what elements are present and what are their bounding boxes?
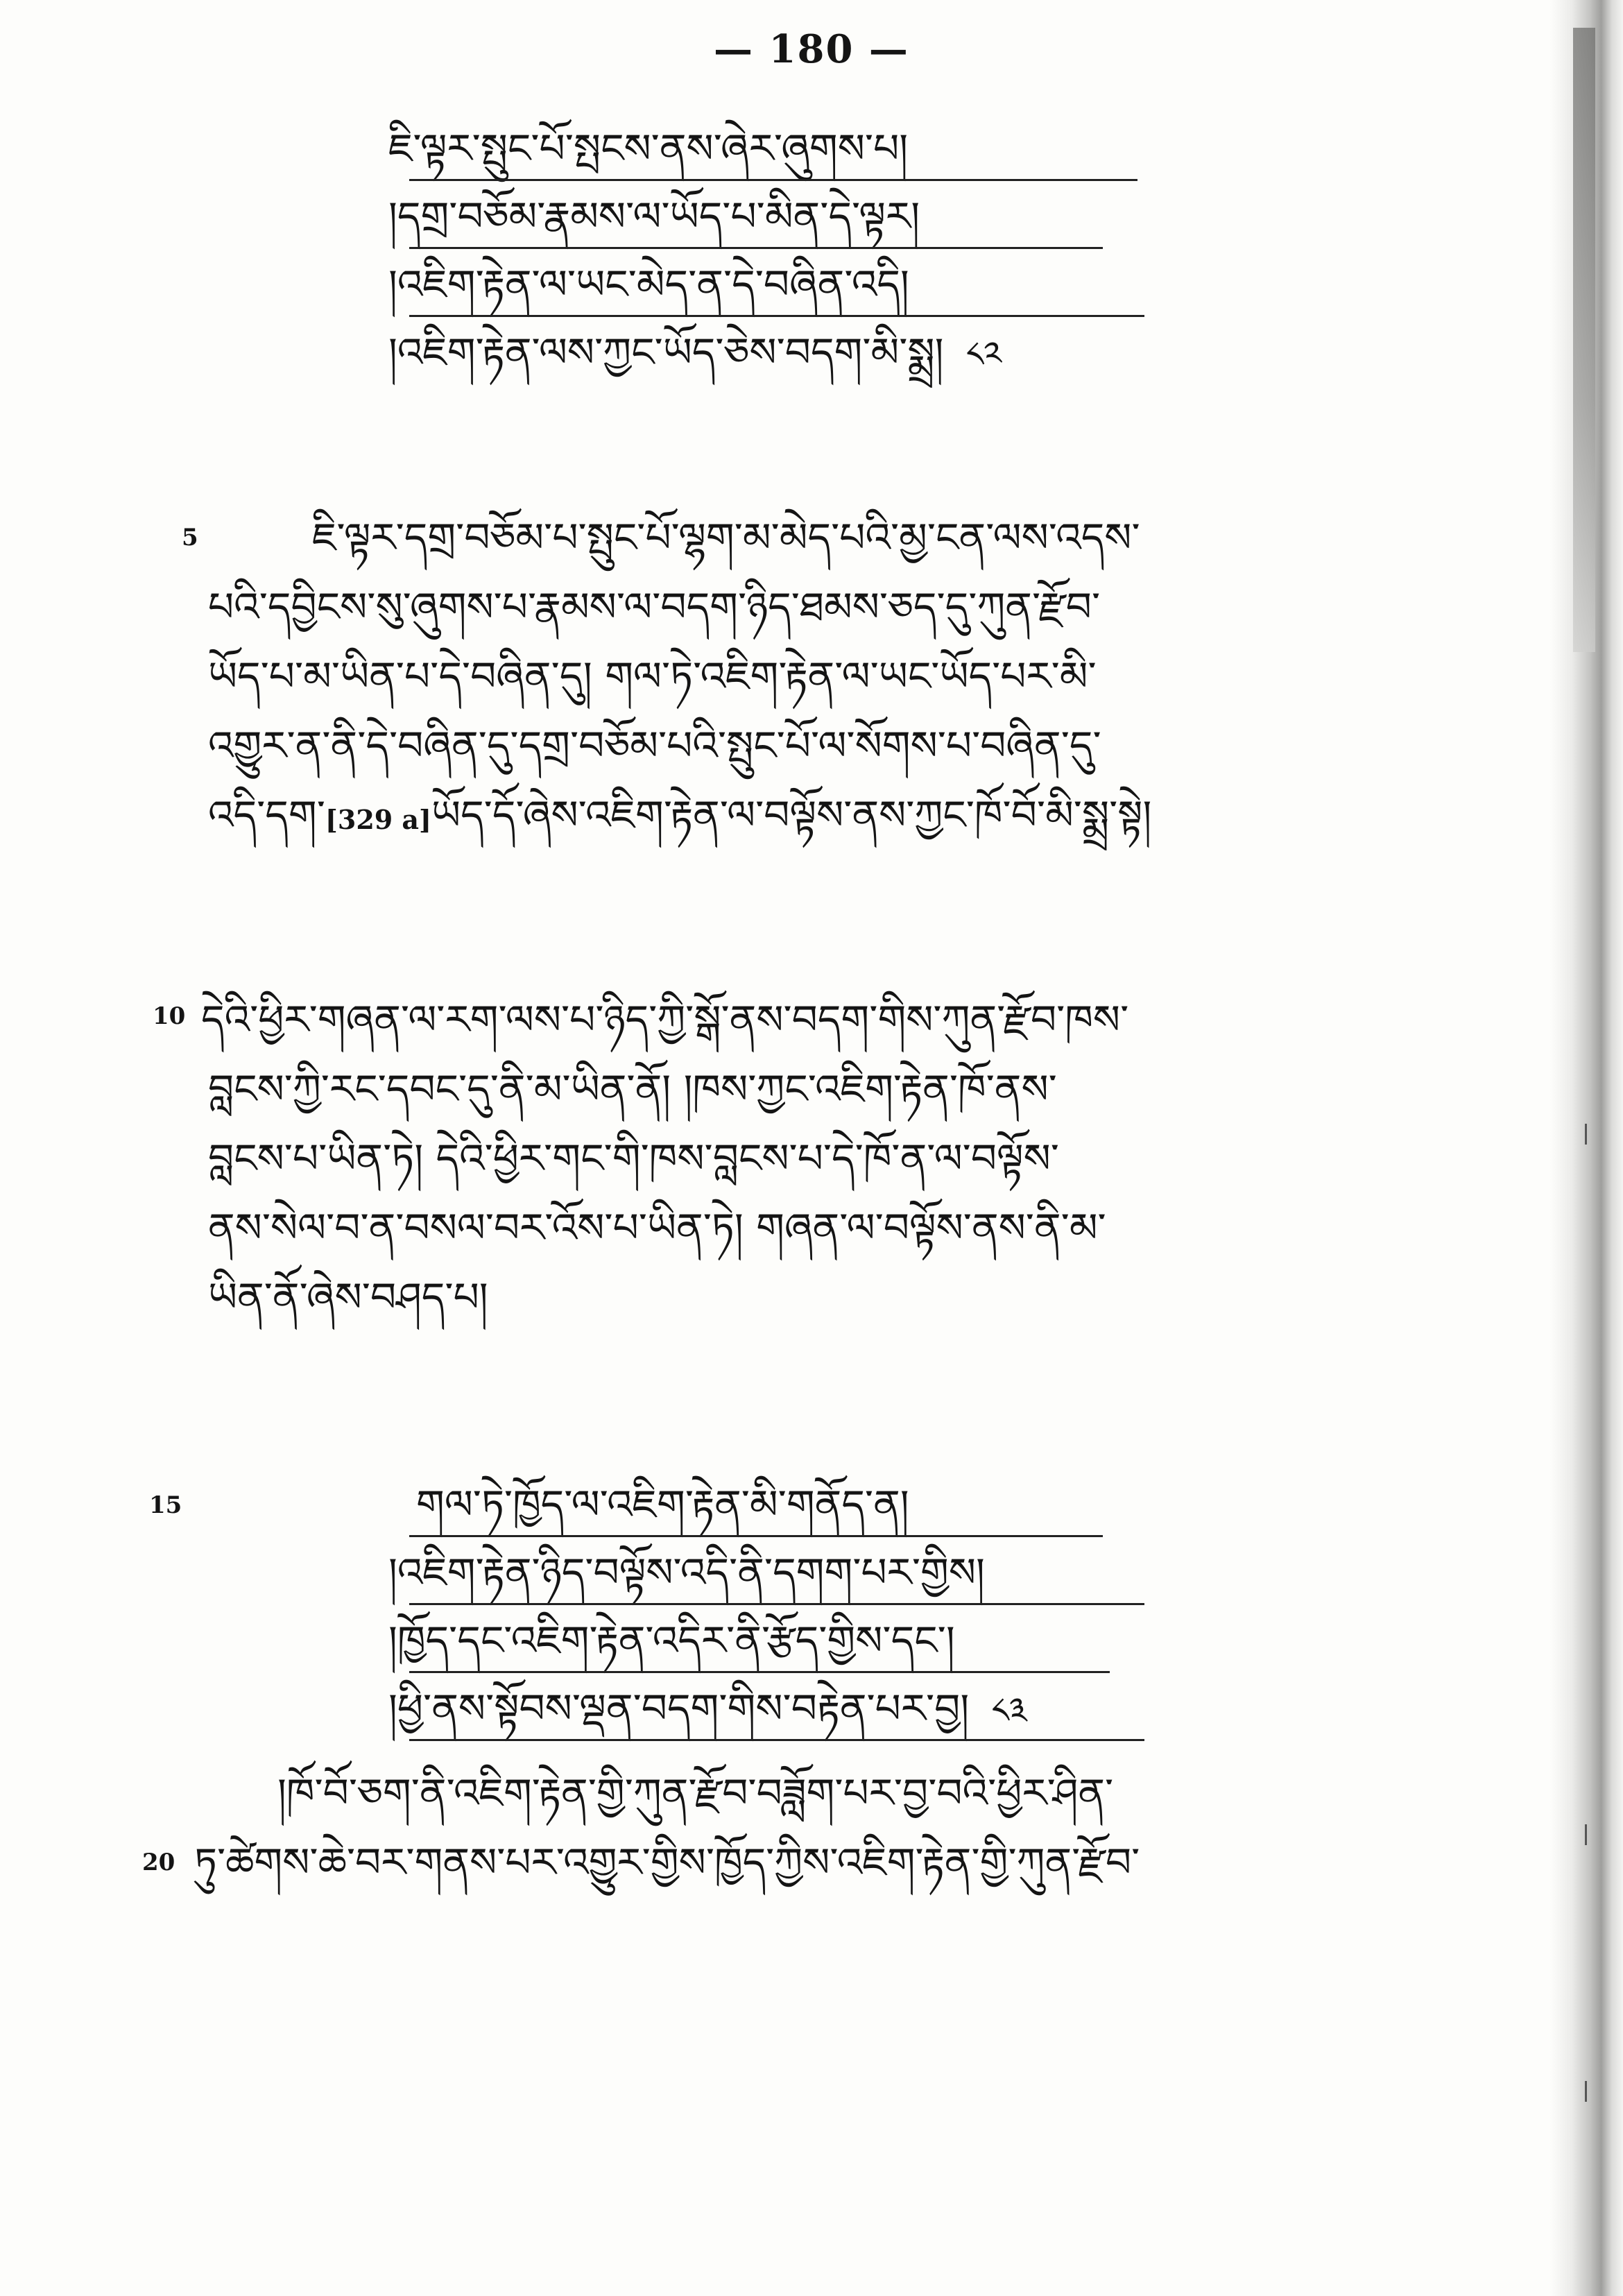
- verse-text: །འཇིག་རྟེན་ཉིད་བལྟོས་འདི་ནི་དགག་པར་གྱིས།: [388, 1549, 985, 1596]
- verse-number: ༨༣: [991, 1690, 1027, 1731]
- prose-line: ཏུ་ཚེགས་ཆེ་བར་གནས་པར་འགྱུར་གྱིས་ཁྱོད་ཀྱིས་འཇིག་རྟེན་གྱི་ཀུན་རྫོབ་: [194, 1839, 1140, 1886]
- verse-underline: [409, 315, 1144, 317]
- line-number: 5: [182, 524, 198, 551]
- scan-binding-shadow: [1573, 28, 1595, 652]
- folio-marker: [329 a]: [325, 804, 432, 835]
- verse-82: [388, 114, 1221, 386]
- verse-text: །འཇིག་རྟེན་ལ་ཡང་མེད་ན་དེ་བཞིན་འདི།: [388, 261, 909, 308]
- prose-paragraph-3: [132, 1758, 1415, 1897]
- verse-line: [388, 1539, 1221, 1607]
- verse-text: ཇི་ལྟར་སྤུང་པོ་སྤངས་ནས་ཞེར་ཞུགས་པ།: [388, 125, 909, 172]
- prose-paragraph-2: [132, 985, 1415, 1332]
- verse-underline: [409, 179, 1137, 181]
- prose-line: འགྱུར་ན་ནི་དེ་བཞིན་དུ་དགྲ་བཅོམ་པའི་སྤུང་པོ་ལ་སོགས་པ་བཞིན་དུ་: [208, 722, 1101, 769]
- scan-mark: [1585, 2081, 1587, 2102]
- prose-line: [132, 780, 1415, 850]
- prose-line: ནས་སེལ་བ་ན་བསལ་བར་འོས་པ་ཡིན་ཏེ། གཞན་ལ་བལྟོས་ནས་ནི་མ་: [208, 1204, 1106, 1251]
- line-number: 20: [142, 1849, 175, 1876]
- verse-line: [388, 1607, 1221, 1674]
- prose-line: དེའི་ཕྱིར་གཞན་ལ་རག་ལས་པ་ཉིད་ཀྱི་སྒོ་ནས་བདག་གིས་ཀུན་རྫོབ་ཁས་: [201, 996, 1129, 1043]
- verse-line: [388, 1674, 1221, 1742]
- verse-underline: [409, 1603, 1144, 1605]
- verse-line: [388, 114, 1221, 182]
- prose-line: །ཁོ་བོ་ཅག་ནི་འཇིག་རྟེན་གྱི་ཀུན་རྫོབ་བཟློག་པར་བྱ་བའི་ཕྱིར་ཤིན་: [277, 1770, 1114, 1817]
- verse-text: །ཕྱི་ནས་སྟོབས་ལྡན་བདག་གིས་བརྟེན་པར་བྱ།: [388, 1685, 970, 1732]
- prose-line: ཇི་ལྟར་དགྲ་བཅོམ་པ་སྤུང་པོ་ལྷག་མ་མེད་པའི་མྱ་ངན་ལས་འདས་: [312, 514, 1140, 561]
- prose-line: ཡིན་ནོ་ཞེས་བཤད་པ།: [208, 1274, 488, 1321]
- prose-text: འདི་དག་: [208, 791, 325, 839]
- line-number: 10: [153, 1002, 186, 1030]
- verse-line: [388, 1471, 1221, 1539]
- prose-paragraph-1: [132, 503, 1415, 850]
- verse-underline: [409, 1671, 1110, 1673]
- verse-text: །དགྲ་བཅོམ་རྣམས་ལ་ཡོད་པ་མིན་དེ་ལྟར།: [388, 193, 920, 240]
- line-number: 15: [149, 1491, 182, 1519]
- verse-line: [388, 318, 1221, 386]
- verse-underline: [409, 247, 1103, 249]
- verse-underline: [409, 1739, 1144, 1741]
- page-number: — 180 —: [714, 26, 909, 72]
- scan-mark: [1585, 1124, 1587, 1145]
- scan-mark: [1585, 1824, 1587, 1845]
- verse-number: ༨༢: [965, 334, 1002, 375]
- verse-83: [388, 1471, 1221, 1742]
- verse-text: གལ་ཏེ་ཁྱོད་ལ་འཇིག་རྟེན་མི་གནོད་ན།: [416, 1481, 909, 1528]
- prose-text: ཡོད་དོ་ཞེས་འཇིག་རྟེན་ལ་བལྟོས་ནས་ཀྱང་ཁོ་བོ་མི་སྨྲ་སྟེ།: [431, 791, 1152, 839]
- verse-line: [388, 182, 1221, 250]
- prose-line: པའི་དབྱིངས་སུ་ཞུགས་པ་རྣམས་ལ་བདག་ཉིད་ཐམས་ཅད་དུ་ཀུན་རྫོབ་: [208, 583, 1101, 631]
- verse-text: །འཇིག་རྟེན་ལས་ཀྱང་ཡོད་ཅེས་བདག་མི་སྨྲ།: [388, 329, 944, 376]
- verse-underline: [409, 1535, 1103, 1537]
- verse-text: །ཁྱོད་དང་འཇིག་རྟེན་འདིར་ནི་རྩོད་གྱིས་དང་།: [388, 1617, 955, 1664]
- prose-line: ཡོད་པ་མ་ཡིན་པ་དེ་བཞིན་དུ། གལ་ཏེ་འཇིག་རྟེན་ལ་ཡང་ཡོད་པར་མི་: [208, 653, 1097, 700]
- prose-line: བླངས་པ་ཡིན་ཏེ། དེའི་ཕྱིར་གང་གི་ཁས་བླངས་པ་དེ་ཁོ་ན་ལ་བལྟོས་: [208, 1135, 1059, 1182]
- verse-line: [388, 250, 1221, 318]
- prose-line: བླངས་ཀྱི་རང་དབང་དུ་ནི་མ་ཡིན་ནོ། །ཁས་ཀྱང་འཇིག་རྟེན་ཁོ་ནས་: [208, 1065, 1057, 1113]
